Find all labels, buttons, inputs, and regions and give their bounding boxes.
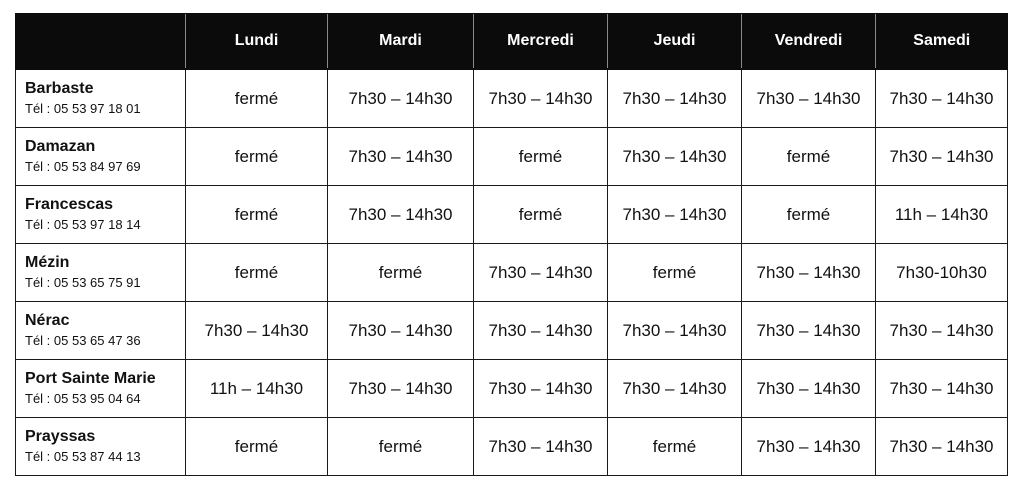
location-name: Francescas — [25, 196, 114, 213]
table-row — [16, 418, 1008, 476]
hours-cell: 7h30 – 14h30 — [608, 302, 742, 360]
location-name: Prayssas — [25, 428, 96, 445]
hours-cell: fermé — [608, 244, 742, 302]
opening-hours-table — [15, 13, 1008, 476]
hours-cell: fermé — [186, 186, 328, 244]
hours-cell: 7h30 – 14h30 — [608, 186, 742, 244]
hours-cell: 7h30-10h30 — [876, 244, 1008, 302]
hours-cell: 7h30 – 14h30 — [608, 128, 742, 186]
hours-cell: 7h30 – 14h30 — [608, 69, 742, 128]
hours-cell: 7h30 – 14h30 — [186, 302, 328, 360]
day-header-wednesday: Mercredi — [474, 14, 608, 70]
location-phone: Tél : 05 53 65 75 91 — [25, 275, 141, 290]
day-header-thursday: Jeudi — [608, 14, 742, 70]
hours-cell: 7h30 – 14h30 — [876, 418, 1008, 476]
table-header — [16, 14, 1008, 70]
day-header-friday: Vendredi — [742, 14, 876, 70]
table-row — [16, 360, 1008, 418]
location-name: Mézin — [25, 254, 70, 271]
hours-cell: fermé — [328, 418, 474, 476]
hours-cell: 7h30 – 14h30 — [328, 128, 474, 186]
location-phone: Tél : 05 53 95 04 64 — [25, 391, 141, 406]
hours-cell: 7h30 – 14h30 — [328, 69, 474, 128]
hours-cell: fermé — [186, 69, 328, 128]
hours-cell: fermé — [474, 128, 608, 186]
hours-cell: 7h30 – 14h30 — [474, 302, 608, 360]
location-phone: Tél : 05 53 97 18 14 — [25, 217, 141, 232]
hours-cell: 7h30 – 14h30 — [608, 360, 742, 418]
day-header-tuesday: Mardi — [328, 14, 474, 70]
hours-cell: 7h30 – 14h30 — [876, 302, 1008, 360]
location-cell — [16, 186, 186, 244]
hours-cell: 11h – 14h30 — [186, 360, 328, 418]
hours-cell: 7h30 – 14h30 — [474, 69, 608, 128]
hours-cell: 7h30 – 14h30 — [742, 69, 876, 128]
table-row — [16, 128, 1008, 186]
location-phone: Tél : 05 53 65 47 36 — [25, 333, 141, 348]
location-cell — [16, 128, 186, 186]
location-cell — [16, 418, 186, 476]
hours-cell: 7h30 – 14h30 — [328, 360, 474, 418]
location-phone: Tél : 05 53 97 18 01 — [25, 101, 141, 116]
hours-cell: 7h30 – 14h30 — [742, 418, 876, 476]
hours-cell: 7h30 – 14h30 — [474, 418, 608, 476]
hours-cell: 11h – 14h30 — [876, 186, 1008, 244]
hours-cell: fermé — [186, 244, 328, 302]
hours-cell: fermé — [186, 418, 328, 476]
table-row — [16, 244, 1008, 302]
location-name: Barbaste — [25, 80, 94, 97]
header-row — [16, 14, 1008, 70]
hours-cell: 7h30 – 14h30 — [742, 302, 876, 360]
hours-cell: 7h30 – 14h30 — [328, 186, 474, 244]
location-phone: Tél : 05 53 87 44 13 — [25, 449, 141, 464]
location-cell — [16, 69, 186, 128]
header-corner-cell — [16, 14, 186, 70]
hours-cell: 7h30 – 14h30 — [742, 360, 876, 418]
day-header-saturday: Samedi — [876, 14, 1008, 70]
table-row — [16, 69, 1008, 128]
hours-cell: 7h30 – 14h30 — [876, 360, 1008, 418]
location-cell — [16, 360, 186, 418]
hours-cell: fermé — [608, 418, 742, 476]
hours-cell: 7h30 – 14h30 — [474, 244, 608, 302]
location-name: Port Sainte Marie — [25, 370, 156, 387]
location-cell — [16, 302, 186, 360]
location-phone: Tél : 05 53 84 97 69 — [25, 159, 141, 174]
hours-cell: 7h30 – 14h30 — [876, 128, 1008, 186]
table-row — [16, 186, 1008, 244]
hours-cell: fermé — [328, 244, 474, 302]
hours-cell: fermé — [742, 186, 876, 244]
location-name: Damazan — [25, 138, 96, 155]
hours-cell: 7h30 – 14h30 — [474, 360, 608, 418]
location-cell — [16, 244, 186, 302]
hours-cell: fermé — [742, 128, 876, 186]
table-row — [16, 302, 1008, 360]
hours-cell: 7h30 – 14h30 — [328, 302, 474, 360]
location-name: Nérac — [25, 312, 70, 329]
hours-cell: fermé — [186, 128, 328, 186]
hours-cell: 7h30 – 14h30 — [742, 244, 876, 302]
day-header-monday: Lundi — [186, 14, 328, 70]
hours-cell: fermé — [474, 186, 608, 244]
table-body — [16, 69, 1008, 476]
hours-cell: 7h30 – 14h30 — [876, 69, 1008, 128]
